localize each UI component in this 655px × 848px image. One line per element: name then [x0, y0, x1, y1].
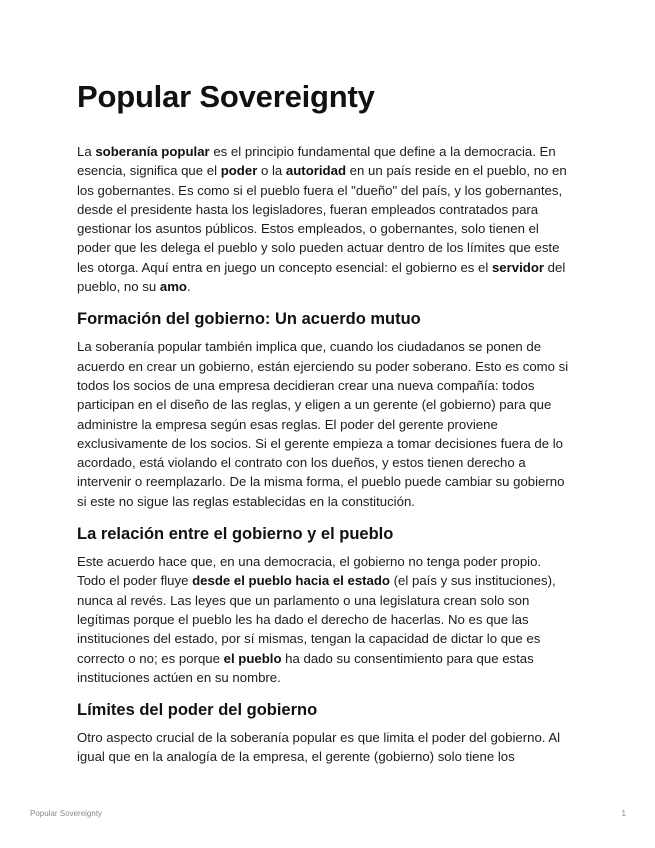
intro-text-5: del pueblo, no su — [77, 259, 566, 295]
intro-bold-soberania: soberanía popular — [95, 144, 210, 159]
relation-paragraph — [77, 552, 572, 687]
page-title: Popular Sovereignty — [77, 79, 375, 114]
page-content — [77, 78, 572, 767]
footer-document-title: Popular Sovereignty — [30, 809, 103, 818]
limits-paragraph: Otro aspecto crucial de la soberanía popular es que limita el poder del gobierno. Al igual que en la analogía de la empresa, el gerente (gobierno) solo tiene los — [77, 730, 561, 765]
intro-text-3: o la — [257, 163, 286, 179]
footer-page-number: 1 — [621, 809, 626, 818]
intro-bold-amo: amo — [159, 279, 187, 295]
section-heading-formation: Formación del gobierno: Un acuerdo mutuo — [77, 310, 421, 329]
intro-paragraph — [77, 142, 572, 296]
relation-text-1: Este acuerdo hace que, en una democracia, el gobierno no tenga poder propio. Todo el poder fluye — [77, 554, 542, 589]
relation-bold-flow: desde el pueblo hacia el estado — [192, 573, 390, 589]
intro-text-6: . — [186, 279, 191, 295]
intro-bold-autoridad: autoridad — [285, 163, 346, 179]
intro-text-4: en un país reside en el pueblo, no en los gobernantes. Es como si el pueblo fuera el "dueño" del país, y los gobernantes, desde el presidente hasta los legisladores, fueran empleados contratados para gestionar los asuntos públicos. Estos empleados, o gobernantes, solo tienen el poder que les delega el pueblo y solo pueden actuar dentro de los límites que este les otorga. Aquí entra en juego un concepto esencial: el gobierno es el — [77, 163, 567, 275]
section-heading-limits: Límites del poder del gobierno — [77, 701, 318, 720]
section-heading-relation: La relación entre el gobierno y el pueblo — [77, 525, 394, 544]
relation-bold-pueblo: el pueblo — [223, 650, 282, 666]
relation-text-3: ha dado su consentimiento para que estas instituciones actúen en su nombre. — [77, 650, 534, 685]
intro-bold-servidor: servidor — [491, 259, 545, 275]
intro-text-2: es el principio fundamental que define a la democracia. En esencia, significa que el — [77, 144, 556, 179]
relation-text-2: (el país y sus instituciones), nunca al revés. Las leyes que un parlamento o una legislatura crean solo son legítimas porque el pueblo les ha dado el derecho de hacerlas. No es que las instituciones del estado, por sí mismas, tengan la capacidad de dictar lo que es correcto o no; es porque — [77, 573, 556, 666]
intro-text-1: La — [77, 144, 96, 159]
intro-bold-poder: poder — [220, 163, 258, 179]
formation-paragraph: La soberanía popular también implica que, cuando los ciudadanos se ponen de acuerdo en crear un gobierno, están ejerciendo su poder soberano. Esto es como si todos los socios de una empresa decidieran crear una nueva compañía: todos participan en el diseño de las reglas, y eligen a un gerente (el gobierno) para que administre la empresa según esas reglas. El poder del gerente proviene exclusivamente de los socios. Si el gerente empieza a tomar decisiones fuera de lo acordado, está violando el contrato con los dueños, y estos tienen derecho a intervenir o reemplazarlo. De la misma forma, el pueblo puede cambiar su gobierno si este no sigue las reglas establecidas en la constitución. — [77, 339, 569, 509]
